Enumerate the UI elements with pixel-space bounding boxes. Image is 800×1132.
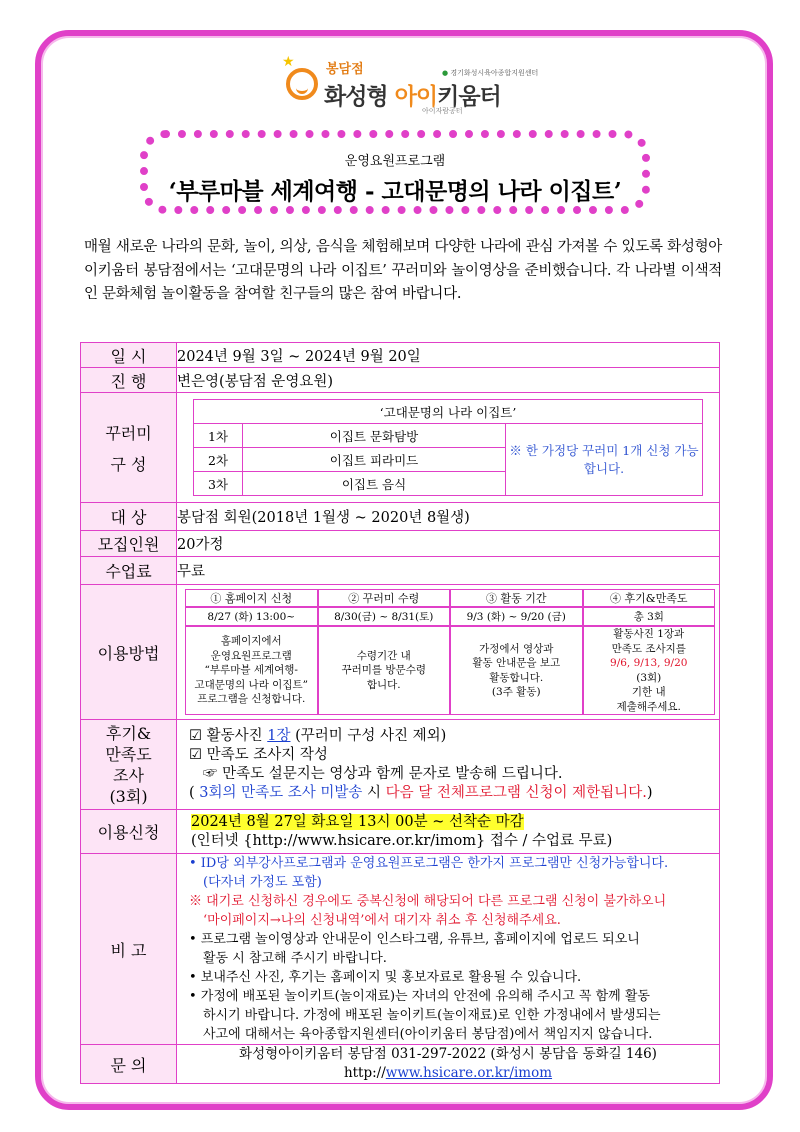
target-value: 봉담점 회원(2018년 1월생 ~ 2020년 8월생) — [177, 503, 720, 531]
usage-step-head: ② 꾸러미 수령 — [318, 589, 451, 607]
logo-name-b: 아이 — [394, 84, 438, 110]
org-leaf-icon: ● — [442, 69, 449, 77]
contact-url-prefix: http:// — [343, 1065, 386, 1081]
review-4-c: 시 — [362, 784, 386, 801]
usage-step-body — [185, 626, 318, 715]
usage-step-date: 8/27 (화) 13:00~ — [185, 607, 318, 626]
kit-label-2: 구 성 — [110, 454, 147, 474]
title-box — [140, 130, 650, 214]
note-4: • 보내주신 사진, 후기는 홈페이지 및 홍보자료로 활용될 수 있습니다. — [189, 970, 582, 985]
info-table — [80, 342, 720, 1084]
kit-name: 이집트 음식 — [243, 472, 506, 496]
review-1-c: (꾸러미 구성 사진 제외) — [290, 727, 447, 744]
note-cell — [177, 854, 720, 1045]
note-1b: (다자녀 가정도 포함) — [203, 875, 322, 890]
review-4-a: ( — [189, 784, 200, 801]
logo-name-a: 화성형 — [324, 84, 395, 110]
kit-header: ‘고대문명의 나라 이집트’ — [194, 400, 703, 424]
usage-step-date: 8/30(금) ~ 8/31(토) — [318, 607, 451, 626]
contact-label: 문 의 — [81, 1045, 177, 1084]
note-3b: 활동 시 참고해 주시기 바랍니다. — [203, 951, 387, 966]
note-label: 비 고 — [81, 854, 177, 1045]
star-icon: ★ — [282, 54, 295, 70]
kit-no: 2차 — [194, 448, 243, 472]
review-label-2: 만족도 — [105, 744, 152, 764]
contact-url-link[interactable]: www.hsicare.or.kr/imom — [385, 1065, 553, 1081]
apply-cell — [177, 810, 720, 854]
usage-step-body-text: 수령기간 내 꾸러미를 방문수령 합니다. — [341, 649, 426, 691]
logo-name — [324, 78, 501, 111]
usage-step-head: ① 홈페이지 신청 — [185, 589, 318, 607]
note-5: • 가정에 배포된 놀이키트(놀이재료)는 자녀의 안전에 유의해 주시고 꼭 함께 활동 — [189, 989, 650, 1004]
apply-date — [191, 813, 719, 832]
kit-cell — [177, 393, 720, 503]
kit-name: 이집트 피라미드 — [243, 448, 506, 472]
contact-url — [177, 1064, 719, 1083]
period-value: 2024년 9월 3일 ~ 2024년 9월 20일 — [177, 343, 720, 368]
kit-label — [81, 393, 177, 503]
target-label: 대 상 — [81, 503, 177, 531]
usage-step-date: 9/3 (화) ~ 9/20 (금) — [450, 607, 583, 626]
review-4-e: ) — [646, 784, 653, 801]
logo-branch: 봉담점 — [326, 62, 364, 77]
usage-step-date: 총 3회 — [583, 607, 716, 626]
usage-label: 이용방법 — [81, 585, 177, 720]
usage-table — [185, 589, 715, 715]
review-1-b: 1장 — [267, 727, 291, 744]
review-label-1: 후기& — [105, 723, 152, 743]
review-4-d: 다음 달 전체프로그램 신청이 제한됩니다. — [385, 784, 647, 801]
note-3: • 프로그램 놀이영상과 안내문이 인스타그램, 유튜브, 홈페이지에 업로드 되오니 — [189, 932, 640, 947]
fee-value: 무료 — [177, 557, 720, 585]
usage-step-body-text: 홈페이지에서 운영요원프로그램 “부루마블 세계여행- 고대문명의 나라 이집트” 프로그램을 신청합니다. — [194, 635, 308, 706]
kit-no: 3차 — [194, 472, 243, 496]
usage-step-body — [318, 626, 451, 715]
host-label: 진 행 — [81, 368, 177, 393]
apply-label: 이용신청 — [81, 810, 177, 854]
usage-step-body-text: 활동사진 1장과 만족도 조사지를 — [611, 628, 686, 655]
contact-cell — [177, 1045, 720, 1084]
kit-name: 이집트 문화탐방 — [243, 424, 506, 448]
note-5c: 사고에 대해서는 육아종합지원센터(아이키움터 봉담점)에서 책임지지 않습니다. — [203, 1027, 653, 1042]
kit-label-1: 꾸러미 — [105, 423, 152, 443]
page-title: ‘부루마블 세계여행 - 고대문명의 나라 이집트’ — [168, 178, 622, 205]
logo — [282, 54, 539, 115]
recruit-label: 모집인원 — [81, 531, 177, 557]
review-cell — [177, 720, 720, 810]
review-item-2: ☑ 만족도 조사지 작성 — [189, 746, 328, 763]
host-value: 변은영(봉담점 운영요원) — [177, 368, 720, 393]
fee-label: 수업료 — [81, 557, 177, 585]
note-2: ※ 대기로 신청하신 경우에도 중복신청에 해당되어 다른 프로그램 신청이 불가하오니 — [189, 894, 667, 909]
review-item-1 — [189, 727, 719, 746]
review-item-3: ☞ 만족도 설문지는 영상과 함께 문자로 발송해 드립니다. — [203, 765, 563, 782]
kit-no: 1차 — [194, 424, 243, 448]
kit-table — [193, 399, 703, 496]
recruit-value: 20가정 — [177, 531, 720, 557]
usage-step-head: ③ 활동 기간 — [450, 589, 583, 607]
review-label — [81, 720, 177, 810]
title-small: 운영요원프로그램 — [344, 154, 446, 169]
review-label-3: 조사 — [113, 765, 144, 785]
review-1-a: ☑ 활동사진 — [189, 727, 268, 744]
apply-url: (인터넷 {http://www.hsicare.or.kr/imom} 접수 / 수업료 무료) — [191, 832, 613, 849]
review-label-4: (3회) — [109, 786, 148, 806]
note-5b: 하시기 바랍니다. 가정에 배포된 놀이키트(놀이재료)로 인한 가정내에서 발생되는 — [203, 1008, 661, 1023]
usage-step-body — [583, 626, 716, 715]
smile-logo-icon — [286, 68, 318, 100]
period-label: 일 시 — [81, 343, 177, 368]
usage-step-body — [450, 626, 583, 715]
note-1: • ID당 외부강사프로그램과 운영요원프로그램은 한가지 프로그램만 신청가능합니다. — [189, 856, 669, 871]
logo-name-c: 키움터 — [437, 84, 501, 110]
apply-date-text: 2024년 8월 27일 화요일 13시 00분 ~ 선착순 마감 — [191, 813, 524, 830]
kit-note: ※ 한 가정당 꾸러미 1개 신청 가능합니다. — [506, 424, 703, 496]
usage-cell — [177, 585, 720, 720]
review-item-4 — [189, 784, 719, 803]
usage-step-body-text: (3회) 기한 내 제출해주세요. — [616, 671, 681, 713]
review-4-b: 3회의 만족도 조사 미발송 — [199, 784, 363, 801]
logo-org-text: 경기화성시육아종합지원센터 — [450, 69, 539, 77]
intro-paragraph: 매월 새로운 나라의 문화, 놀이, 의상, 음식을 체험해보며 다양한 나라에 관심 가져볼 수 있도록 화성형아이키움터 봉담점에서는 ‘고대문명의 나라 이집트’ 꾸러미와 놀이영상을 준비했습니다. 각 나라별 이색적인 문화체험 놀이활동을 참여할 친구들의 많은 참여 바랍니다. — [84, 239, 722, 302]
usage-step-head: ④ 후기&만족도 — [583, 589, 716, 607]
contact-info: 화성형아이키움터 봉담점 031-297-2022 (화성시 봉담읍 동화길 146) — [239, 1046, 657, 1062]
note-2b: ‘마이페이지→나의 신청내역’에서 대기자 취소 후 신청해주세요. — [203, 913, 561, 928]
logo-org — [442, 68, 538, 78]
usage-deadline-dates: 9/6, 9/13, 9/20 — [610, 657, 688, 669]
logo-sub: 아이자람공터 — [422, 107, 463, 115]
usage-step-body-text: 가정에서 영상과 활동 안내문을 보고 활동합니다. (3주 활동) — [472, 642, 561, 698]
